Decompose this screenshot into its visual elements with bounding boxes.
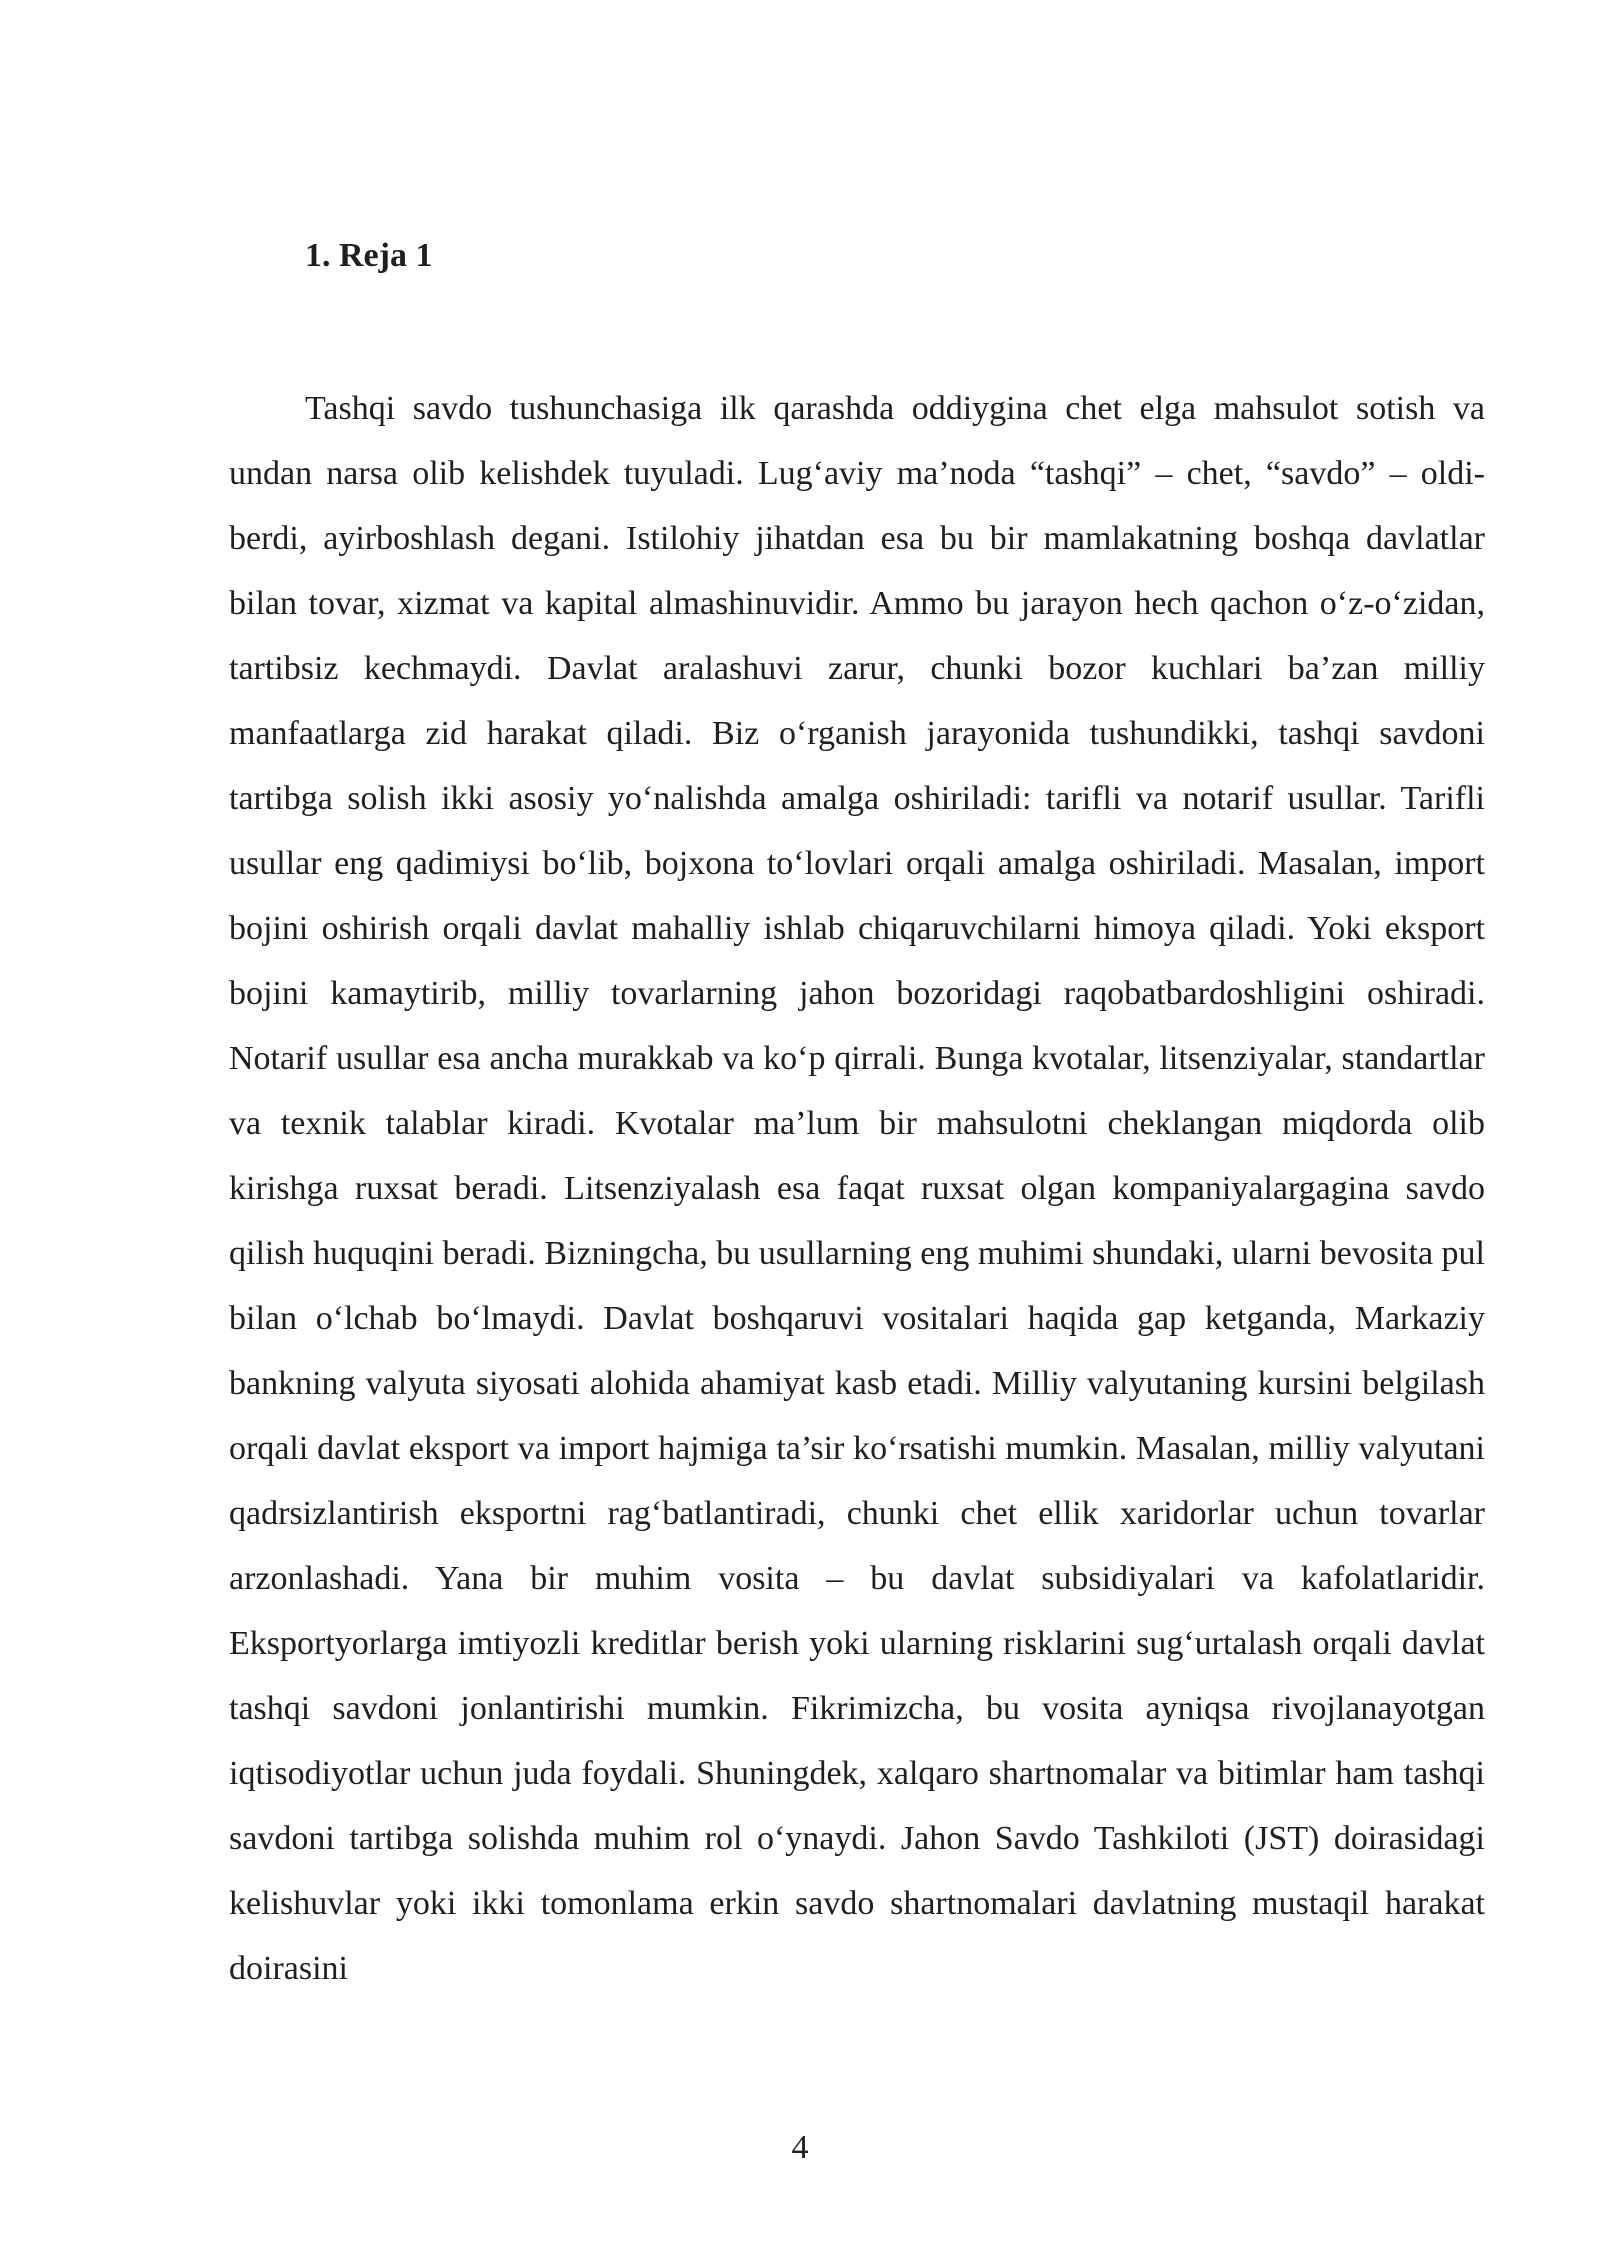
body-paragraph: Tashqi savdo tushunchasiga ilk qarashda oddiygina chet elga mahsulot sotish va undan narsa olib kelishdek tuyuladi. Lug‘aviy ma’noda “tashqi” – chet, “savdo” – oldi-berdi, ayirboshlash degani. Istilohiy jihatdan esa bu bir mamlakatning boshqa davlatlar bilan tovar, xizmat va kapital almashinuvidir. Ammo bu jarayon hech qachon o‘z-o‘zidan, tartibsiz kechmaydi. Davlat aralashuvi zarur, chunki bozor kuchlari ba’zan milliy manfaatlarga zid harakat qiladi. Biz o‘rganish jarayonida tushundikki, tashqi savdoni tartibga solish ikki asosiy yo‘nalishda amalga oshiriladi: tarifli va notarif usullar. Tarifli usullar eng qadimiysi bo‘lib, bojxona to‘lovlari orqali amalga oshiriladi. Masalan, import bojini oshirish orqali davlat mahalliy ishlab chiqaruvchilarni himoya qiladi. Yoki eksport bojini kamaytirib, milliy tovarlarning jahon bozoridagi raqobatbardoshligini oshiradi. Notarif usullar esa ancha murakkab va ko‘p qirrali. Bunga kvotalar, litsenziyalar, standartlar va texnik talablar kiradi. Kvotalar ma’lum bir mahsulotni cheklangan miqdorda olib kirishga ruxsat beradi. Litsenziyalash esa faqat ruxsat olgan kompaniyalargagina savdo qilish huquqini beradi. Bizningcha, bu usullarning eng muhimi shundaki, ularni bevosita pul bilan o‘lchab bo‘lmaydi. Davlat boshqaruvi vositalari haqida gap ketganda, Markaziy bankning valyuta siyosati alohida ahamiyat kasb etadi. Milliy valyutaning kursini belgilash orqali davlat eksport va import hajmiga ta’sir ko‘rsatishi mumkin. Masalan, milliy valyutani qadrsizlantirish eksportni rag‘batlantiradi, chunki chet ellik xaridorlar uchun tovarlar arzonlashadi. Yana bir muhim vosita – bu davlat subsidiyalari va kafolatlaridir. Eksportyorlarga imtiyozli kreditlar berish yoki ularning risklarini sug‘urtalash orqali davlat tashqi savdoni jonlantirishi mumkin. Fikrimizcha, bu vosita ayniqsa rivojlanayotgan iqtisodiyotlar uchun juda foydali. Shuningdek, xalqaro shartnomalar va bitimlar ham tashqi savdoni tartibga solishda muhim rol o‘ynaydi. Jahon Savdo Tashkiloti (JST) doirasidagi kelishuvlar yoki ikki tomonlama erkin savdo shartnomalari davlatning mustaqil harakat doirasini <box>229 390 1485 1987</box>
page-number: 4 <box>791 2129 809 2166</box>
section-heading: 1. Reja 1 <box>305 237 433 274</box>
